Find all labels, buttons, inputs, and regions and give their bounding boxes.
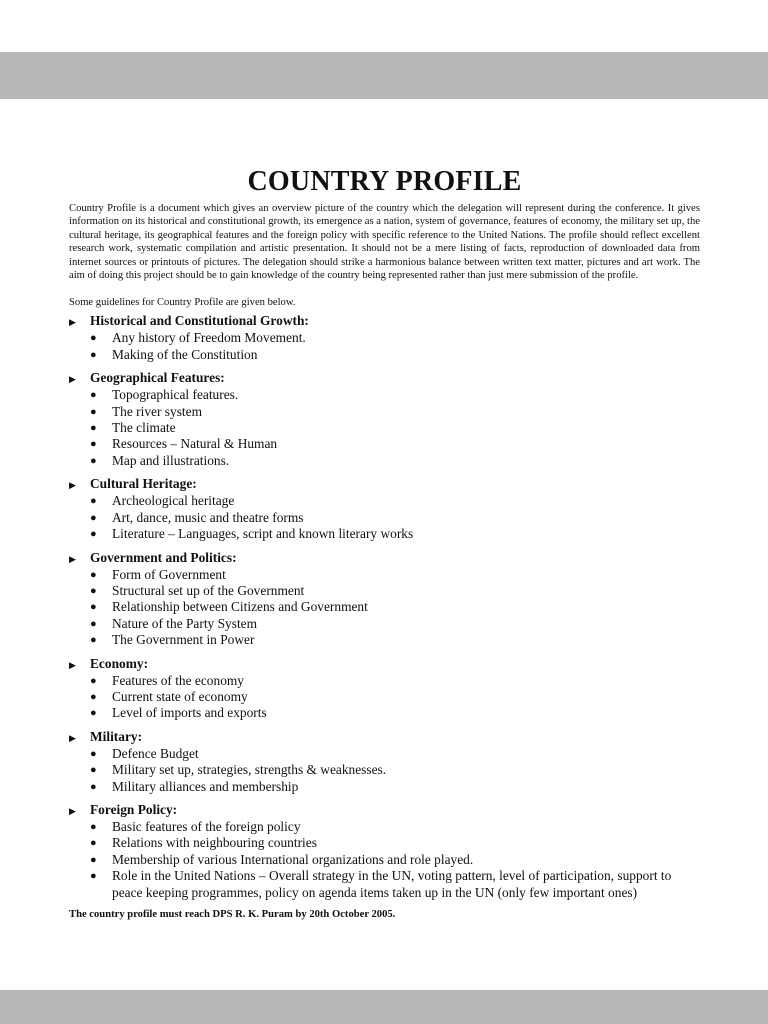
dot-bullet-icon: ● bbox=[90, 747, 97, 760]
section-heading-text: Military: bbox=[90, 728, 143, 744]
list-item-text: Structural set up of the Government bbox=[112, 582, 305, 598]
dot-bullet-icon: ● bbox=[90, 707, 97, 720]
dot-bullet-icon: ● bbox=[90, 495, 97, 508]
list-item-text: Nature of the Party System bbox=[112, 615, 258, 631]
list-item bbox=[90, 632, 700, 648]
section-items bbox=[69, 387, 700, 469]
section-items bbox=[69, 567, 700, 649]
arrow-bullet-icon: ▶ bbox=[69, 659, 76, 670]
dot-bullet-icon: ● bbox=[90, 837, 97, 850]
intro-paragraph: Country Profile is a document which gives an overview picture of the country which the delegation will represent during the conference. It gives information on its historical and constitutional growth, its emergence as a nation, system of governance, features of economy, the military set up, the cultural heritage, its geographical features and the foreign policy with specific reference to the United Nations. The profile should reflect excellent research work, systematic compilation and artistic presentation. It should not be a mere listing of facts, reproduction of downloaded data from internet sources or printouts of pictures. The delegation should strike a harmonious balance between written text matter, pictures and art work. The aim of doing this project should be to gain knowledge of the country being represented rather than just mere submission of the profile. bbox=[69, 203, 700, 282]
list-item bbox=[90, 583, 700, 599]
section-historical bbox=[69, 313, 700, 363]
list-item bbox=[90, 330, 700, 346]
list-item bbox=[90, 673, 700, 689]
list-item-text: Making of the Constitution bbox=[112, 346, 258, 362]
section-heading bbox=[69, 729, 700, 746]
list-item bbox=[90, 453, 700, 469]
dot-bullet-icon: ● bbox=[90, 601, 97, 614]
list-item bbox=[90, 852, 700, 868]
dot-bullet-icon: ● bbox=[90, 454, 97, 467]
list-item-text: Relationship between Citizens and Government bbox=[112, 599, 368, 615]
section-heading-text: Economy: bbox=[90, 655, 149, 671]
list-item-text: Art, dance, music and theatre forms bbox=[112, 509, 304, 525]
list-item-text: Level of imports and exports bbox=[112, 705, 267, 721]
list-item-text: Map and illustrations. bbox=[112, 452, 230, 468]
list-item bbox=[90, 779, 700, 795]
list-item bbox=[90, 510, 700, 526]
dot-bullet-icon: ● bbox=[90, 617, 97, 630]
dot-bullet-icon: ● bbox=[90, 870, 97, 883]
section-cultural bbox=[69, 476, 700, 542]
list-item-text: Relations with neighbouring countries bbox=[112, 835, 317, 851]
section-heading-text: Foreign Policy: bbox=[90, 801, 178, 817]
list-item-text: Form of Government bbox=[112, 566, 226, 582]
section-foreign-policy bbox=[69, 802, 700, 901]
list-item-text: Basic features of the foreign policy bbox=[112, 818, 301, 834]
footer-band bbox=[0, 990, 768, 1024]
section-heading bbox=[69, 802, 700, 819]
dot-bullet-icon: ● bbox=[90, 764, 97, 777]
list-item bbox=[90, 347, 700, 363]
section-government bbox=[69, 550, 700, 649]
arrow-bullet-icon: ▶ bbox=[69, 374, 76, 385]
list-item-text: Resources – Natural & Human bbox=[112, 436, 278, 452]
section-items bbox=[69, 330, 700, 363]
header-band bbox=[0, 52, 768, 99]
deadline-note: The country profile must reach DPS R. K. Puram by 20th October 2005. bbox=[69, 909, 396, 920]
list-item bbox=[90, 868, 700, 901]
list-item-text: The Government in Power bbox=[112, 632, 255, 648]
list-item-text: Features of the economy bbox=[112, 672, 245, 688]
section-heading-text: Government and Politics: bbox=[90, 549, 237, 565]
section-heading bbox=[69, 370, 700, 387]
dot-bullet-icon: ● bbox=[90, 584, 97, 597]
dot-bullet-icon: ● bbox=[90, 438, 97, 451]
section-geographical bbox=[69, 370, 700, 469]
dot-bullet-icon: ● bbox=[90, 422, 97, 435]
list-item bbox=[90, 746, 700, 762]
list-item bbox=[90, 616, 700, 632]
list-item bbox=[90, 689, 700, 705]
section-heading-text: Historical and Constitutional Growth: bbox=[90, 313, 309, 329]
dot-bullet-icon: ● bbox=[90, 780, 97, 793]
list-item bbox=[90, 762, 700, 778]
list-item bbox=[90, 436, 700, 452]
list-item bbox=[90, 493, 700, 509]
dot-bullet-icon: ● bbox=[90, 674, 97, 687]
list-item bbox=[90, 599, 700, 615]
arrow-bullet-icon: ▶ bbox=[69, 553, 76, 564]
list-item-text: Topographical features. bbox=[112, 387, 239, 403]
dot-bullet-icon: ● bbox=[90, 511, 97, 524]
arrow-bullet-icon: ▶ bbox=[69, 317, 76, 328]
list-item bbox=[90, 526, 700, 542]
list-item-text: Membership of various International organizations and role played. bbox=[112, 851, 474, 867]
section-heading bbox=[69, 550, 700, 567]
list-item-text: Current state of economy bbox=[112, 688, 248, 704]
list-item-text: Defence Budget bbox=[112, 745, 199, 761]
page-title: COUNTRY PROFILE bbox=[247, 166, 522, 197]
list-item-text: Military set up, strategies, strengths & weaknesses. bbox=[112, 762, 387, 778]
section-heading bbox=[69, 313, 700, 330]
list-item bbox=[90, 420, 700, 436]
section-items bbox=[69, 819, 700, 901]
list-item-text: Any history of Freedom Movement. bbox=[112, 330, 306, 346]
section-heading-text: Geographical Features: bbox=[90, 370, 225, 386]
dot-bullet-icon: ● bbox=[90, 568, 97, 581]
list-item-text: Military alliances and membership bbox=[112, 778, 299, 794]
section-heading bbox=[69, 656, 700, 673]
list-item bbox=[90, 387, 700, 403]
list-item bbox=[90, 705, 700, 721]
list-item-text: Archeological heritage bbox=[112, 493, 235, 509]
section-items bbox=[69, 746, 700, 795]
list-item bbox=[90, 835, 700, 851]
section-heading bbox=[69, 476, 700, 493]
list-item-text: Literature – Languages, script and known literary works bbox=[112, 526, 414, 542]
dot-bullet-icon: ● bbox=[90, 528, 97, 541]
list-item bbox=[90, 404, 700, 420]
dot-bullet-icon: ● bbox=[90, 820, 97, 833]
arrow-bullet-icon: ▶ bbox=[69, 480, 76, 491]
dot-bullet-icon: ● bbox=[90, 348, 97, 361]
list-item-text: The river system bbox=[112, 403, 202, 419]
guideline-sections bbox=[69, 313, 700, 901]
dot-bullet-icon: ● bbox=[90, 853, 97, 866]
arrow-bullet-icon: ▶ bbox=[69, 732, 76, 743]
dot-bullet-icon: ● bbox=[90, 634, 97, 647]
guidelines-intro: Some guidelines for Country Profile are given below. bbox=[69, 297, 296, 309]
dot-bullet-icon: ● bbox=[90, 332, 97, 345]
section-items bbox=[69, 493, 700, 542]
list-item-text: The climate bbox=[112, 420, 176, 436]
section-heading-text: Cultural Heritage: bbox=[90, 476, 197, 492]
list-item bbox=[90, 567, 700, 583]
list-item bbox=[90, 819, 700, 835]
arrow-bullet-icon: ▶ bbox=[69, 805, 76, 816]
section-items bbox=[69, 673, 700, 722]
section-military bbox=[69, 729, 700, 795]
dot-bullet-icon: ● bbox=[90, 405, 97, 418]
list-item-text: Role in the United Nations – Overall strategy in the UN, voting pattern, level of participation, support to peace keeping programmes, policy on agenda items taken up in the UN (only few important ones) bbox=[112, 868, 672, 900]
section-economy bbox=[69, 656, 700, 722]
document-page bbox=[69, 166, 700, 932]
dot-bullet-icon: ● bbox=[90, 389, 97, 402]
dot-bullet-icon: ● bbox=[90, 690, 97, 703]
